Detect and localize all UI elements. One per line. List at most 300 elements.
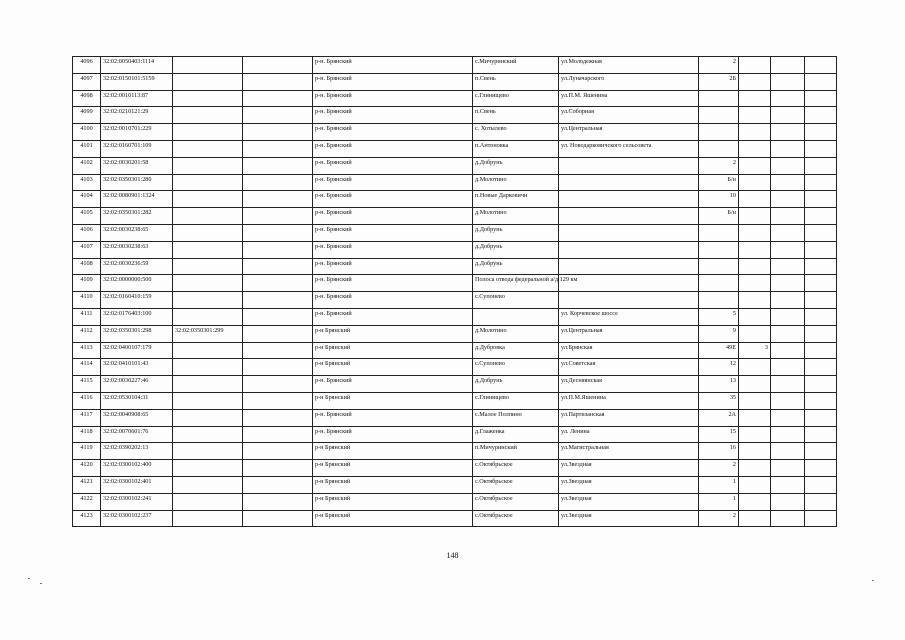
cell-building	[739, 224, 771, 241]
cell-empty	[805, 275, 837, 292]
cell-building	[739, 208, 771, 225]
cell-district: р-н. Брянский	[313, 224, 473, 241]
cell-district: р-н Брянский	[313, 493, 473, 510]
registry-body	[73, 57, 837, 527]
cell-related-cadastral-number	[173, 241, 243, 258]
cell-number: 4113	[73, 342, 101, 359]
cell-number: 4116	[73, 392, 101, 409]
cell-district: р-н. Брянский	[313, 376, 473, 393]
cell-empty	[243, 57, 313, 74]
cell-locality: с. Хотылево	[473, 124, 559, 141]
cell-empty	[771, 124, 805, 141]
cell-locality: с.Малое Полпино	[473, 409, 559, 426]
cell-locality: д.Глаженка	[473, 426, 559, 443]
cell-empty	[243, 493, 313, 510]
cell-related-cadastral-number	[173, 342, 243, 359]
cell-empty	[243, 174, 313, 191]
cell-street: ул.Звездная	[559, 510, 699, 527]
cell-empty	[805, 510, 837, 527]
cell-cadastral-number: 32:02:0000000:500	[101, 275, 173, 292]
cell-cadastral-number: 32:02:0010113:87	[101, 90, 173, 107]
cell-cadastral-number: 32:02:0040908:65	[101, 409, 173, 426]
cell-district: р-н Брянский	[313, 443, 473, 460]
table-row	[73, 224, 837, 241]
cell-street	[559, 208, 699, 225]
cell-number: 4107	[73, 241, 101, 258]
cell-related-cadastral-number	[173, 107, 243, 124]
cell-district: р-н. Брянский	[313, 258, 473, 275]
cell-empty	[805, 90, 837, 107]
cell-empty	[805, 224, 837, 241]
cell-locality: д.Добрунь	[473, 241, 559, 258]
cell-related-cadastral-number	[173, 426, 243, 443]
cell-district: р-н. Брянский	[313, 107, 473, 124]
cell-locality: п.Мичуринский	[473, 443, 559, 460]
cell-cadastral-number: 32:02:0070601:76	[101, 426, 173, 443]
table-row	[73, 174, 837, 191]
cell-street: ул.Центральная	[559, 325, 699, 342]
table-row	[73, 140, 837, 157]
table-row	[73, 426, 837, 443]
cell-district: р-н. Брянский	[313, 90, 473, 107]
cell-house	[699, 107, 739, 124]
cell-empty	[243, 275, 313, 292]
cell-building	[739, 308, 771, 325]
cell-related-cadastral-number	[173, 275, 243, 292]
cell-locality: с.Октябрьское	[473, 510, 559, 527]
cell-number: 4098	[73, 90, 101, 107]
cell-locality: д.Дубровка	[473, 342, 559, 359]
cell-related-cadastral-number	[173, 376, 243, 393]
cell-related-cadastral-number	[173, 308, 243, 325]
cell-empty	[771, 476, 805, 493]
cell-building	[739, 325, 771, 342]
cell-locality: д.Добрунь	[473, 157, 559, 174]
cell-locality: д.Добрунь	[473, 258, 559, 275]
cell-cadastral-number: 32:02:0030238:65	[101, 224, 173, 241]
cell-related-cadastral-number	[173, 510, 243, 527]
cell-district: р-н. Брянский	[313, 191, 473, 208]
cell-empty	[771, 292, 805, 309]
cell-cadastral-number: 32:02:0530104:31	[101, 392, 173, 409]
cell-empty	[771, 191, 805, 208]
table-row	[73, 90, 837, 107]
cell-related-cadastral-number	[173, 73, 243, 90]
table-row	[73, 493, 837, 510]
cell-cadastral-number: 32:02:0176403:100	[101, 308, 173, 325]
cell-house	[699, 224, 739, 241]
table-row	[73, 275, 837, 292]
cell-street	[559, 241, 699, 258]
cell-empty	[243, 191, 313, 208]
cell-empty	[771, 359, 805, 376]
cell-empty	[243, 359, 313, 376]
cell-number: 4114	[73, 359, 101, 376]
cell-number: 4120	[73, 460, 101, 477]
cell-locality: с.Октябрьское	[473, 493, 559, 510]
table-row	[73, 342, 837, 359]
table-row	[73, 292, 837, 309]
table-row	[73, 359, 837, 376]
table-row	[73, 460, 837, 477]
cell-empty	[805, 57, 837, 74]
cell-building	[739, 90, 771, 107]
cell-related-cadastral-number	[173, 208, 243, 225]
cell-house: 5	[699, 308, 739, 325]
cell-cadastral-number: 32:02:0210121:29	[101, 107, 173, 124]
cell-street: ул.Звездная	[559, 460, 699, 477]
table-row	[73, 191, 837, 208]
cell-house: 13	[699, 376, 739, 393]
cell-number: 4122	[73, 493, 101, 510]
cell-locality: п.Свень	[473, 73, 559, 90]
cell-related-cadastral-number	[173, 359, 243, 376]
cell-street: ул.Десняянская	[559, 376, 699, 393]
cell-empty	[771, 308, 805, 325]
cell-related-cadastral-number	[173, 292, 243, 309]
cell-cadastral-number: 32:02:0080901:1324	[101, 191, 173, 208]
cell-related-cadastral-number	[173, 57, 243, 74]
cell-locality	[473, 308, 559, 325]
cell-district: р-н. Брянский	[313, 241, 473, 258]
cell-district: р-н Брянский	[313, 392, 473, 409]
cell-empty	[771, 174, 805, 191]
cell-empty	[243, 460, 313, 477]
cell-empty	[771, 73, 805, 90]
cell-empty	[243, 224, 313, 241]
cell-cadastral-number: 32:02:0300102:400	[101, 460, 173, 477]
cell-house	[699, 124, 739, 141]
cell-cadastral-number: 32:02:0300102:401	[101, 476, 173, 493]
cell-empty	[243, 90, 313, 107]
cell-district: р-н Брянский	[313, 510, 473, 527]
cell-number: 4117	[73, 409, 101, 426]
cell-district: р-н Брянский	[313, 359, 473, 376]
cell-related-cadastral-number	[173, 174, 243, 191]
cell-empty	[805, 241, 837, 258]
cell-empty	[771, 157, 805, 174]
table-row	[73, 157, 837, 174]
table-row	[73, 107, 837, 124]
cell-building	[739, 174, 771, 191]
cell-locality: Полоса отвода федеральной а/д 129 км	[473, 275, 559, 292]
cell-district: р-н. Брянский	[313, 292, 473, 309]
cell-empty	[771, 510, 805, 527]
cell-house: 35	[699, 392, 739, 409]
cell-empty	[243, 140, 313, 157]
cell-building	[739, 157, 771, 174]
cell-building	[739, 476, 771, 493]
cell-street: ул.Центральная	[559, 124, 699, 141]
cell-house: 2	[699, 157, 739, 174]
cell-street: ул. Корчевское шоссе	[559, 308, 699, 325]
cell-street: ул.П.М. Яшенина	[559, 90, 699, 107]
cell-cadastral-number: 32:02:0160410:159	[101, 292, 173, 309]
cell-number: 4096	[73, 57, 101, 74]
cell-number: 4106	[73, 224, 101, 241]
cell-street	[559, 292, 699, 309]
cell-house: 9	[699, 325, 739, 342]
cell-house: 15	[699, 426, 739, 443]
cell-related-cadastral-number	[173, 443, 243, 460]
cell-empty	[805, 392, 837, 409]
cell-house	[699, 140, 739, 157]
cell-house: 1	[699, 493, 739, 510]
cell-cadastral-number: 32:02:0030227:46	[101, 376, 173, 393]
table-row	[73, 443, 837, 460]
cell-empty	[805, 208, 837, 225]
cell-building	[739, 191, 771, 208]
cell-number: 4102	[73, 157, 101, 174]
cell-district: р-н. Брянский	[313, 157, 473, 174]
cell-cadastral-number: 32:02:0350301:298	[101, 325, 173, 342]
cell-district: р-н Брянский	[313, 342, 473, 359]
cell-cadastral-number: 32:02:0030201:58	[101, 157, 173, 174]
cell-cadastral-number: 32:02:0300102:241	[101, 493, 173, 510]
cell-locality: д.Добрунь	[473, 224, 559, 241]
cell-street	[559, 174, 699, 191]
cell-district: р-н. Брянский	[313, 208, 473, 225]
cell-empty	[805, 426, 837, 443]
table-row	[73, 241, 837, 258]
cell-building	[739, 292, 771, 309]
cell-empty	[771, 241, 805, 258]
cell-number: 4105	[73, 208, 101, 225]
cell-district: р-н. Брянский	[313, 308, 473, 325]
cell-district: р-н Брянский	[313, 325, 473, 342]
cell-house: Б/н	[699, 208, 739, 225]
cell-number: 4108	[73, 258, 101, 275]
cell-empty	[805, 493, 837, 510]
cell-district: р-н. Брянский	[313, 275, 473, 292]
cell-house: 1	[699, 476, 739, 493]
cell-empty	[805, 124, 837, 141]
cell-related-cadastral-number	[173, 460, 243, 477]
cell-building	[739, 392, 771, 409]
cell-empty	[805, 107, 837, 124]
cell-number: 4121	[73, 476, 101, 493]
cell-cadastral-number: 32:02:0350301:280	[101, 174, 173, 191]
cell-district: р-н Брянский	[313, 476, 473, 493]
cell-empty	[805, 325, 837, 342]
cell-related-cadastral-number	[173, 124, 243, 141]
cell-street	[559, 224, 699, 241]
cell-building	[739, 409, 771, 426]
cell-locality: с.Октябрьское	[473, 460, 559, 477]
cell-district: р-н. Брянский	[313, 140, 473, 157]
cell-street	[559, 275, 699, 292]
cell-building	[739, 275, 771, 292]
cell-empty	[243, 376, 313, 393]
cell-cadastral-number: 32:02:0030238:63	[101, 241, 173, 258]
cell-house	[699, 241, 739, 258]
cell-street: ул.Луначарского	[559, 73, 699, 90]
cell-empty	[771, 325, 805, 342]
cell-cadastral-number: 32:02:0050403:1114	[101, 57, 173, 74]
cell-street: ул. Ленина	[559, 426, 699, 443]
cell-empty	[771, 443, 805, 460]
cell-empty	[805, 191, 837, 208]
cell-empty	[771, 392, 805, 409]
cell-building	[739, 57, 771, 74]
cell-house: Б/н	[699, 174, 739, 191]
cell-building	[739, 258, 771, 275]
cell-number: 4104	[73, 191, 101, 208]
cell-street	[559, 157, 699, 174]
cell-empty	[243, 241, 313, 258]
cell-cadastral-number: 32:02:0030236:59	[101, 258, 173, 275]
cell-building	[739, 107, 771, 124]
cell-empty	[805, 443, 837, 460]
table-row	[73, 57, 837, 74]
table-row	[73, 392, 837, 409]
cell-related-cadastral-number	[173, 191, 243, 208]
cell-empty	[243, 258, 313, 275]
cell-related-cadastral-number: 32:02:0350301:299	[173, 325, 243, 342]
cell-street: ул.Магистральная	[559, 443, 699, 460]
table-row	[73, 73, 837, 90]
cell-empty	[771, 493, 805, 510]
cell-building	[739, 443, 771, 460]
scan-speck	[28, 578, 30, 579]
cell-empty	[243, 124, 313, 141]
cell-empty	[805, 258, 837, 275]
cell-street: ул.П.М.Яшенина	[559, 392, 699, 409]
cell-empty	[805, 409, 837, 426]
cell-locality: с.Глинищево	[473, 392, 559, 409]
table-row	[73, 208, 837, 225]
cell-related-cadastral-number	[173, 392, 243, 409]
cell-street: ул.Соборная	[559, 107, 699, 124]
cell-building: 3	[739, 342, 771, 359]
cell-number: 4111	[73, 308, 101, 325]
cell-locality: д.Добрунь	[473, 376, 559, 393]
cell-number: 4123	[73, 510, 101, 527]
cell-empty	[771, 224, 805, 241]
cell-number: 4099	[73, 107, 101, 124]
cell-empty	[771, 258, 805, 275]
cell-cadastral-number: 32:02:0390202:13	[101, 443, 173, 460]
cell-number: 4103	[73, 174, 101, 191]
cell-cadastral-number: 32:02:0160701:109	[101, 140, 173, 157]
cell-empty	[771, 409, 805, 426]
cell-building	[739, 510, 771, 527]
cell-empty	[771, 342, 805, 359]
table-row	[73, 376, 837, 393]
cell-empty	[243, 308, 313, 325]
cell-related-cadastral-number	[173, 476, 243, 493]
cell-empty	[243, 510, 313, 527]
cell-cadastral-number: 32:02:0400107:179	[101, 342, 173, 359]
cell-district: р-н. Брянский	[313, 73, 473, 90]
cell-empty	[243, 426, 313, 443]
cell-cadastral-number: 32:02:0300102:237	[101, 510, 173, 527]
cell-related-cadastral-number	[173, 258, 243, 275]
cell-related-cadastral-number	[173, 409, 243, 426]
cell-building	[739, 241, 771, 258]
cell-empty	[805, 308, 837, 325]
cell-number: 4112	[73, 325, 101, 342]
cell-building	[739, 460, 771, 477]
cell-empty	[805, 174, 837, 191]
cell-locality: п.Антоновка	[473, 140, 559, 157]
cell-empty	[243, 325, 313, 342]
cell-house	[699, 90, 739, 107]
cell-cadastral-number: 32:02:0150101:5159	[101, 73, 173, 90]
cell-empty	[243, 292, 313, 309]
cell-empty	[243, 342, 313, 359]
cell-empty	[771, 275, 805, 292]
table-row	[73, 124, 837, 141]
cell-street	[559, 258, 699, 275]
cell-house: 2Б	[699, 73, 739, 90]
cell-empty	[771, 140, 805, 157]
cell-empty	[243, 73, 313, 90]
cell-empty	[771, 107, 805, 124]
cell-street: ул. Новодарковичского сельсовета	[559, 140, 699, 157]
cell-district: р-н Брянский	[313, 460, 473, 477]
cell-street: ул.Звездная	[559, 493, 699, 510]
cell-empty	[771, 90, 805, 107]
cell-cadastral-number: 32:02:0350301:282	[101, 208, 173, 225]
cell-house: 2	[699, 57, 739, 74]
cell-number: 4119	[73, 443, 101, 460]
table-row	[73, 325, 837, 342]
cell-empty	[805, 476, 837, 493]
cell-locality: с.Глинищево	[473, 90, 559, 107]
cell-building	[739, 124, 771, 141]
table-row	[73, 510, 837, 527]
cell-house: 2	[699, 510, 739, 527]
cell-empty	[243, 476, 313, 493]
cell-number: 4110	[73, 292, 101, 309]
cell-number: 4101	[73, 140, 101, 157]
cell-empty	[771, 57, 805, 74]
cell-related-cadastral-number	[173, 157, 243, 174]
cell-related-cadastral-number	[173, 140, 243, 157]
cell-empty	[771, 460, 805, 477]
cell-empty	[805, 359, 837, 376]
cell-house: 16	[699, 443, 739, 460]
cell-empty	[243, 392, 313, 409]
cell-locality: с.Октябрьское	[473, 476, 559, 493]
cell-empty	[243, 157, 313, 174]
cell-street: ул.Молодежная	[559, 57, 699, 74]
cell-empty	[805, 292, 837, 309]
cell-house: 2	[699, 460, 739, 477]
cell-building	[739, 376, 771, 393]
table-row	[73, 308, 837, 325]
cell-related-cadastral-number	[173, 224, 243, 241]
cell-house	[699, 275, 739, 292]
cell-empty	[243, 443, 313, 460]
cell-house	[699, 292, 739, 309]
cell-district: р-н. Брянский	[313, 124, 473, 141]
cell-empty	[243, 107, 313, 124]
cell-empty	[771, 376, 805, 393]
cell-street: ул.Советская	[559, 359, 699, 376]
cell-cadastral-number: 32:02:0410101:43	[101, 359, 173, 376]
cell-empty	[243, 208, 313, 225]
cell-empty	[805, 460, 837, 477]
cell-locality: с.Супонево	[473, 292, 559, 309]
cell-locality: с.Супонево	[473, 359, 559, 376]
cell-building	[739, 140, 771, 157]
property-registry-table	[72, 56, 837, 527]
table-row	[73, 409, 837, 426]
cell-related-cadastral-number	[173, 493, 243, 510]
cell-empty	[771, 208, 805, 225]
